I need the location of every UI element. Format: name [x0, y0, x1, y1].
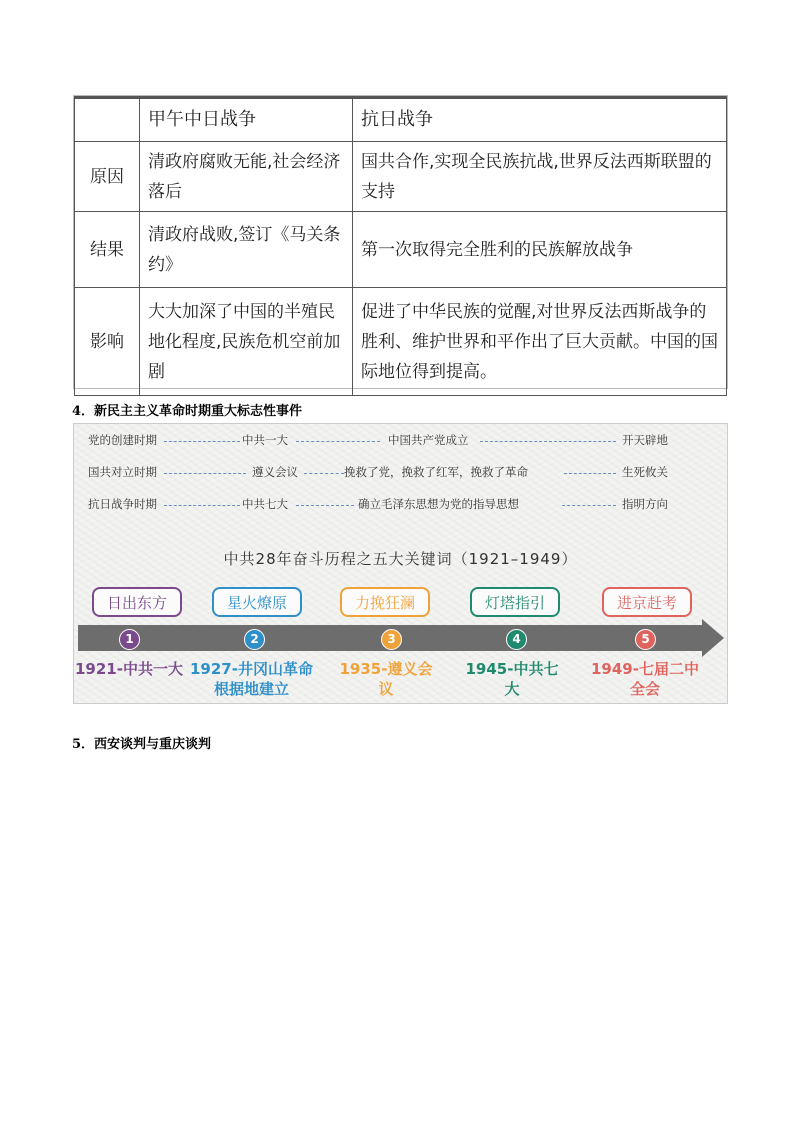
timeline-row — [74, 432, 727, 452]
table-row — [75, 212, 727, 288]
timeline-row — [74, 464, 727, 484]
step-number-badge: 3 — [381, 629, 402, 650]
period-label: 抗日战争时期 — [88, 497, 157, 511]
meaning-label: 开天辟地 — [622, 433, 668, 447]
keyword-box: 日出东方 — [92, 587, 182, 617]
year-event-label: 1927-井冈山革命根据地建立 — [190, 660, 313, 698]
column-header-anti-japanese-war: 抗日战争 — [353, 98, 727, 142]
comparison-table — [74, 96, 727, 396]
table-cell: 大大加深了中国的半殖民地化程度,民族危机空前加剧 — [140, 288, 353, 396]
table-row — [75, 288, 727, 396]
detail-label: 确立毛泽东思想为党的指导思想 — [358, 497, 519, 511]
keyword-box: 灯塔指引 — [470, 587, 560, 617]
comparison-table-image — [73, 95, 728, 389]
row-label-cause: 原因 — [75, 142, 140, 212]
year-event-label: 1949-七届二中全会 — [591, 660, 699, 698]
table-cell: 促进了中华民族的觉醒,对世界反法西斯战争的胜利、维护世界和平作出了巨大贡献。中国的国际地位得到提高。 — [353, 288, 727, 396]
step-number-badge: 2 — [244, 629, 265, 650]
year-event-label: 1921-中共一大 — [75, 660, 183, 678]
event-label: 遵义会议 — [252, 465, 298, 479]
keyword-box: 力挽狂澜 — [340, 587, 430, 617]
step-number-badge: 5 — [635, 629, 656, 650]
row-label-result: 结果 — [75, 212, 140, 288]
table-row — [75, 142, 727, 212]
detail-label: 中国共产党成立 — [388, 433, 469, 447]
table-cell: 清政府腐败无能,社会经济落后 — [140, 142, 353, 212]
row-label-impact: 影响 — [75, 288, 140, 396]
meaning-label: 生死攸关 — [622, 465, 668, 479]
table-cell: 国共合作,实现全民族抗战,世界反法西斯联盟的支持 — [353, 142, 727, 212]
timeline-row — [74, 496, 727, 516]
table-cell: 第一次取得完全胜利的民族解放战争 — [353, 212, 727, 288]
event-label: 中共七大 — [242, 497, 288, 511]
period-label: 党的创建时期 — [88, 433, 157, 447]
timeline-title: 中共28年奋斗历程之五大关键词（1921–1949） — [223, 550, 578, 568]
section-heading-5: 5．西安谈判与重庆谈判 — [72, 737, 212, 752]
step-number-badge: 4 — [506, 629, 527, 650]
meaning-label: 指明方向 — [622, 497, 668, 511]
detail-label: 挽救了党，挽救了红军，挽救了革命 — [344, 465, 528, 479]
keyword-box: 进京赶考 — [602, 587, 692, 617]
table-corner-cell — [75, 98, 140, 142]
event-label: 中共一大 — [242, 433, 288, 447]
keyword-box: 星火燎原 — [212, 587, 302, 617]
table-cell: 清政府战败,签订《马关条约》 — [140, 212, 353, 288]
year-event-label: 1945-中共七大 — [465, 660, 559, 698]
arrow-head-icon — [702, 619, 724, 657]
period-label: 国共对立时期 — [88, 465, 157, 479]
column-header-sino-japanese-war: 甲午中日战争 — [140, 98, 353, 142]
year-event-label: 1935-遵义会议 — [339, 660, 433, 698]
step-number-badge: 1 — [119, 629, 140, 650]
timeline-image — [73, 423, 728, 704]
table-header-row — [75, 98, 727, 142]
section-heading-4: 4．新民主主义革命时期重大标志性事件 — [72, 404, 303, 419]
